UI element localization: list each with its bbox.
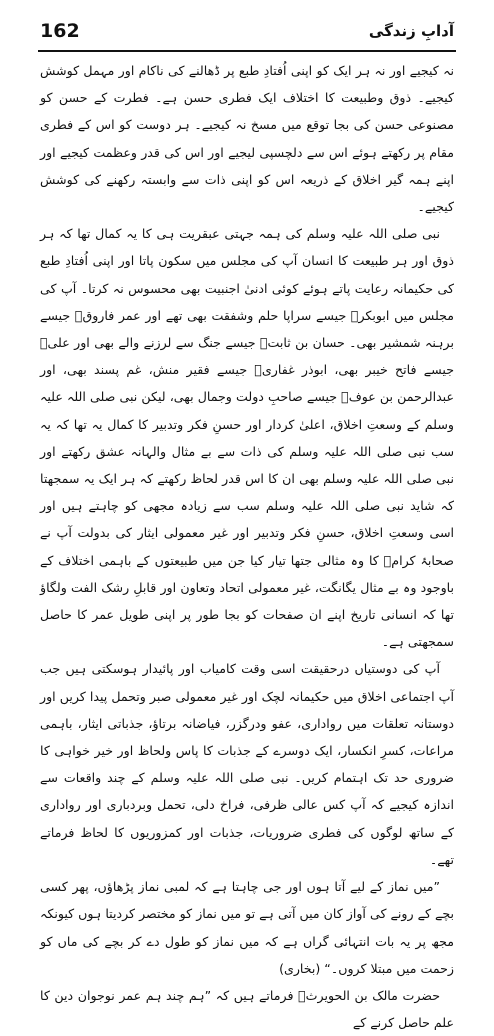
paragraph-malik-narration: حضرت مالک بن الحویرثؓ فرماتے ہیں کہ ”ہم چند ہم عمر نوجوان دین کا علم حاصل کرنے کے <box>40 987 454 1031</box>
paragraph-friendships: آپ کی دوستیاں درحقیقت اسی وقت کامیاب اور پائیدار ہوسکتی ہیں جب آپ اجتماعی اخلاق میں حکیمانہ لچک اور غیر معمولی صبر وتحمل پیدا کریں اور دوستانہ تعلقات میں رواداری، عفو ودرگزر، فیاضانہ برتاؤ، جذباتی ایثار، باہمی مراعات، کسرِ انکسار، ایک دوسرے کے جذبات کا پاس ولحاظ اور خیر خواہی کا ضروری حد تک اہتمام کریں۔ نبی صلی اللہ علیہ وسلم کے چند واقعات سے اندازہ کیجیے کہ آپ کس عالی ظرفی، فراخ دلی، تحمل وبردباری اور رواداری کے ساتھ لوگوں کی فطری ضروریات، جذبات اور کمزوریوں کا لحاظ فرماتے تھے۔ <box>40 661 454 867</box>
paragraph-continued: نہ کیجیے اور نہ ہر ایک کو اپنی اُفتادِ طبع پر ڈھالنے کی ناکام اور مہمل کوشش کیجیے۔ ذوق وطبیعت کا اختلاف ایک فطری حسن ہے۔ فطرت کے حسن کو مصنوعی حسن کی بجا توقع میں مسخ نہ کیجیے۔ ہر دوست کو اس کے فطری مقام پر رکھتے ہوئے اس سے دلچسپی لیجیے اور اس کی قدر وعظمت کیجیے اور اپنے ہمہ گیر اخلاق کے ذریعہ اس کو اپنی ذات سے وابستہ رکھنے کی کوشش کیجیے۔ <box>40 63 454 215</box>
page-header <box>40 14 454 48</box>
paragraph-prophet-companions: نبی صلی اللہ علیہ وسلم کی ہمہ جہتی عبقریت ہی کا یہ کمال تھا کہ ہر ذوق اور ہر طبیعت کا انسان آپ کی مجلس میں سکون پاتا اور اپنی اُفتادِ طبع کی حکیمانہ رعایت پاتے ہوئے کوئی ادنیٰ اجنبیت بھی محسوس نہ کرتا۔ آپ کی مجلس میں ابوبکرؓ جیسے سراپا حلم وشفقت بھی تھے اور عمر فاروقؓ جیسے برہنہ شمشیر بھی۔ حسان بن ثابتؓ جیسے جنگ سے لرزنے والے بھی اور علیؓ جیسے فاتح خیبر بھی، ابوذر غفاریؓ جیسے فقیر منش، غم پسند بھی، اور عبدالرحمن بن عوفؓ جیسے صاحبِ دولت وجمال بھی، لیکن نبی صلی اللہ علیہ وسلم کے وسعتِ اخلاق، اعلیٰ کردار اور حسنِ فکر وتدبیر کا کمال یہ تھا کہ یہ سب نبی صلی اللہ علیہ وسلم کی ذات سے بے مثال والہانہ عشق رکھتے اور نبی صلی اللہ علیہ وسلم بھی ان کا اس قدر لحاظ رکھتے کہ ہر ایک یہ سمجھتا کہ شاید نبی صلی اللہ علیہ وسلم سب سے زیادہ مجھی کو چاہتے ہیں اور اسی وسعتِ اخلاق، حسنِ فکر وتدبیر اور غیر معمولی ایثار کی بدولت آپ نے صحابۂ کرامؓ کا وہ مثالی جتھا تیار کیا جن میں طبیعتوں کے باہمی اختلاف کے باوجود وہ بے مثال یگانگت، غیر معمولی اتحاد وتعاون اور قابلِ رشک الفت ولگاؤ تھا کہ انسانی تاریخ اپنے ان صفحات کو بجا طور پر اپنی طویل عمر کا حاصل سمجھتی ہے۔ <box>40 226 454 650</box>
running-title: آدابِ زندگی <box>368 22 454 40</box>
page-number: 162 <box>40 20 80 42</box>
header-divider <box>38 50 456 52</box>
page-body <box>40 57 454 1031</box>
hadith-quote: ”میں نماز کے لیے آتا ہوں اور جی چاہتا ہے کہ لمبی نماز پڑھاؤں، پھر کسی بچے کے رونے کی آواز کان میں آتی ہے تو میں نماز کو مختصر کردیتا ہوں کیونکہ مجھ پر یہ بات انتہائی گراں ہے کہ میں نماز کو طول دے کر بچے کی ماں کو زحمت میں مبتلا کروں۔“ (بخاری) <box>40 879 454 976</box>
